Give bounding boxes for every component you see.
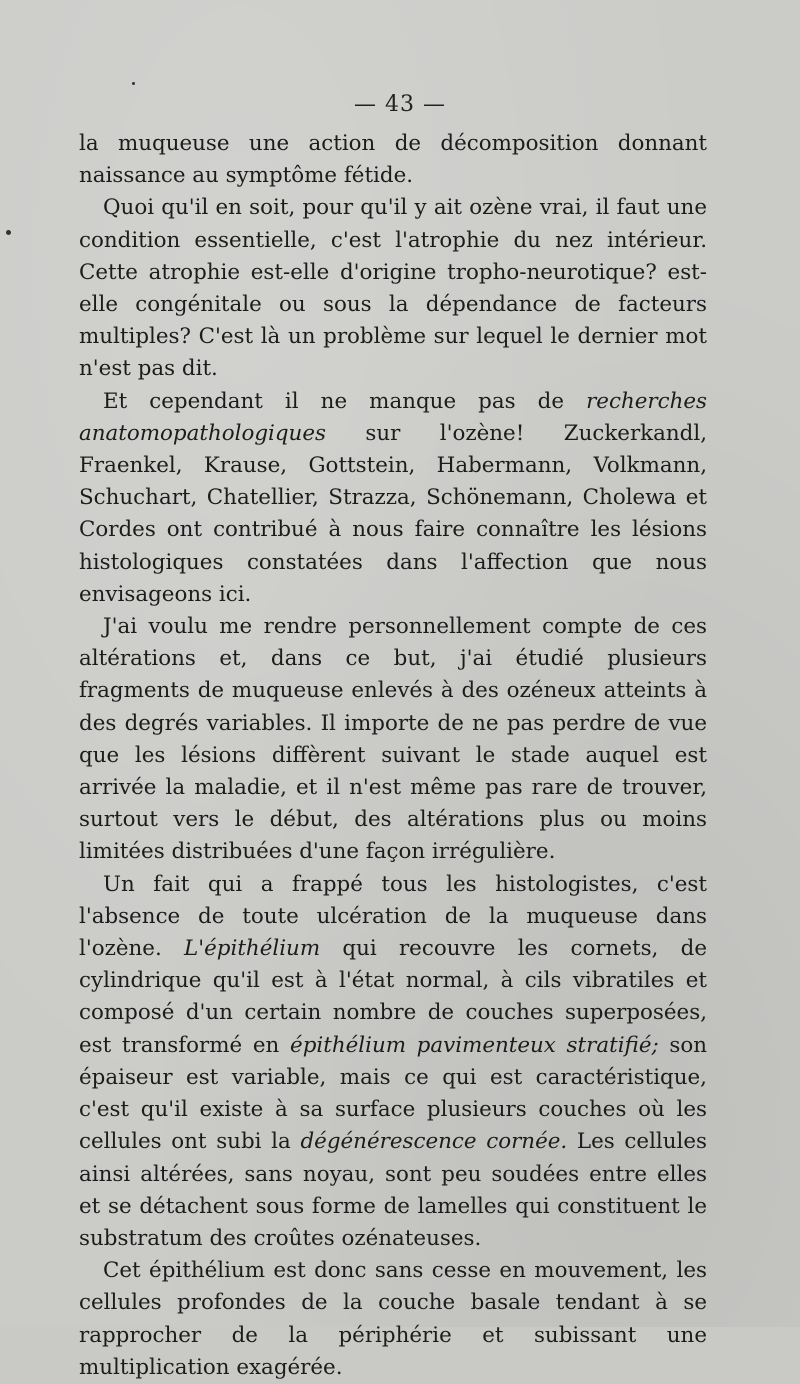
text-run: qui recouvre les cornets, de cylindrique qu'il est à l'état normal, à cils vibratiles et composé d'un certain nombre de couches superposées, est transformé en — [79, 936, 707, 1058]
body-text — [79, 128, 707, 1384]
page-number: — 43 — — [354, 92, 446, 117]
italic-phrase: L'épithélium — [184, 936, 321, 962]
italic-phrase: dégénérescence cornée. — [300, 1129, 568, 1155]
text-run: sur l'ozène! Zuckerkandl, Fraenkel, Krause, Gottstein, Habermann, Volkmann, Schuchart, Chatellier, Strazza, Schönemann, Cholewa et Cordes ont contribué à nous faire connaître les lésions histologiques constatées dans l'affection que nous envisageons ici. — [79, 420, 707, 607]
ink-speck — [6, 230, 11, 235]
paragraph — [79, 611, 707, 869]
text-run: la muqueuse une action de décomposition donnant naissance au symptôme fétide. — [79, 131, 707, 189]
text-run: Les cellules ainsi altérées, sans noyau, sont peu soudées entre elles et se détachent sous forme de lamelles qui constituent le substratum des croûtes ozénateuses. — [79, 1129, 707, 1251]
text-run: Et cependant il ne manque pas de — [103, 388, 587, 414]
ink-speck — [132, 82, 135, 85]
text-run: J'ai voulu me rendre personnellement compte de ces altérations et, dans ce but, j'ai étudié plusieurs fragments de muqueuse enlevés à des ozéneux atteints à des degrés variables. Il importe de ne pas perdre de vue que les lésions diffèrent suivant le stade auquel est arrivée la maladie, et il n'est même pas rare de trouver, surtout vers le début, des altérations plus ou moins limitées distribuées d'une façon irrégulière. — [79, 614, 707, 865]
text-run: son épaiseur est variable, mais ce qui est caractéristique, c'est qu'il existe à sa surface plusieurs couches où les cellules ont subi la — [79, 1032, 708, 1155]
paragraph — [79, 869, 707, 1255]
text-run: Un fait qui a frappé tous les histologistes, c'est l'absence de toute ulcération de la muqueuse dans l'ozène. — [79, 871, 707, 962]
paragraph — [79, 1255, 707, 1384]
paragraph — [79, 192, 707, 385]
paragraph — [79, 128, 707, 192]
italic-phrase: épithélium pavimenteux stratifié; — [290, 1032, 659, 1058]
text-run: Cet épithélium est donc sans cesse en mouvement, les cellules profondes de la couche basale tendant à se rapprocher de la périphérie et subissant une multiplication exagérée. — [79, 1258, 707, 1380]
text-run: Quoi qu'il en soit, pour qu'il y ait ozène vrai, il faut une condition essentielle, c'est l'atrophie du nez intérieur. Cette atrophie est-elle d'origine tropho-neurotique? est-elle congénitale ou sous la dépendance de facteurs multiples? C'est là un problème sur lequel le dernier mot n'est pas dit. — [79, 195, 707, 382]
italic-phrase: recherches anatomopathologiques — [79, 388, 707, 446]
paragraph — [79, 386, 707, 611]
